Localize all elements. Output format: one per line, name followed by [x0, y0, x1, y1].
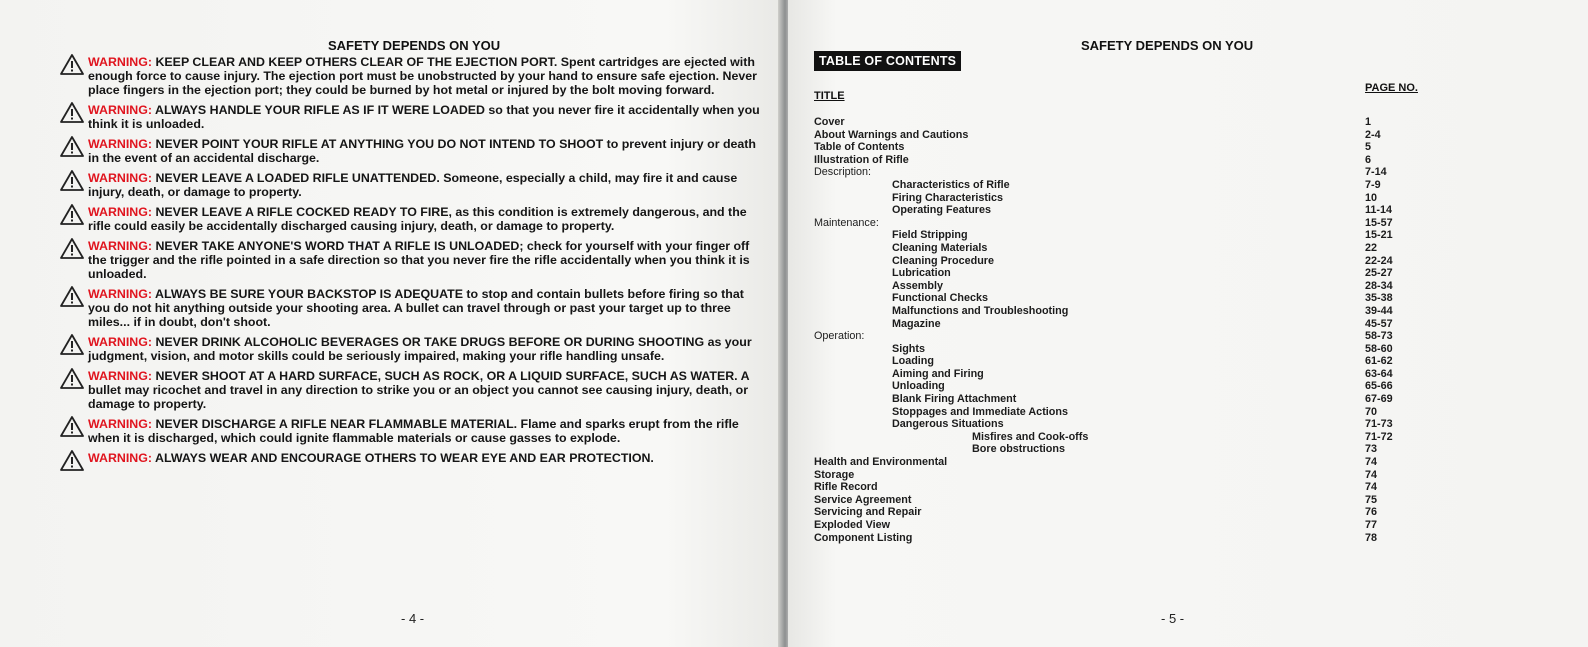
toc-entry-operating-features: [814, 204, 1454, 217]
toc-entry-page: 67-69: [1365, 393, 1393, 406]
toc-entry-page: 39-44: [1365, 304, 1393, 317]
warning-text: NEVER LEAVE A RIFLE COCKED READY TO FIRE, as this condition is extremely dangerous, and the rifle could easily be accidentally discharged causing injury, death, or damage to property.: [88, 205, 747, 233]
warning-text: NEVER SHOOT AT A HARD SURFACE, SUCH AS ROCK, OR A LIQUID SURFACE, SUCH AS WATER. A bullet may ricochet and travel in any direction to strike you or an object you cannot see causing injury, death, or damage to property.: [88, 369, 750, 411]
toc-entry-page: 28-34: [1365, 279, 1393, 292]
warning-item: [60, 103, 764, 131]
toc-entry-page: 6: [1365, 153, 1372, 166]
toc-entry-page: 15-57: [1365, 216, 1393, 229]
toc-entry-illustration: [814, 154, 1454, 167]
toc-entry-title: About Warnings and Cautions: [814, 128, 969, 141]
toc-entry-page: 11-14: [1365, 204, 1393, 217]
toc-entry-page: 7-9: [1365, 178, 1381, 191]
toc-entry-title: Firing Characteristics: [892, 191, 1004, 204]
toc-entry-title: Misfires and Cook-offs: [972, 430, 1089, 443]
warning-item: [60, 451, 764, 465]
warning-text: NEVER POINT YOUR RIFLE AT ANYTHING YOU DO NOT INTEND TO SHOOT to prevent injury or death in the event of an accidental discharge.: [88, 137, 757, 165]
warning-text: NEVER TAKE ANYONE'S WORD THAT A RIFLE IS UNLOADED; check for yourself with your finger off the trigger and the rifle pointed in a safe direction so that you never fire the rifle accidentally when you think it is unloaded.: [88, 239, 750, 281]
toc-entry-aiming-firing: [814, 368, 1454, 381]
toc-entry-title: Cleaning Procedure: [892, 254, 994, 267]
toc-entry-dangerous-situations: [814, 418, 1454, 431]
toc-entry-title: Bore obstructions: [972, 443, 1065, 456]
warning-item: [60, 417, 764, 445]
toc-entry-service-agreement: [814, 494, 1454, 507]
toc-entry-title: Cover: [814, 116, 845, 128]
toc-entry-page: 10: [1365, 191, 1378, 204]
toc-entry-page: 74: [1365, 456, 1378, 469]
toc-entry-title: Health and Environmental: [814, 456, 948, 469]
warning-text: ALWAYS HANDLE YOUR RIFLE AS IF IT WERE LOADED so that you never fire it accidentally when you think it is unloaded.: [88, 103, 760, 131]
warning-triangle-icon: [60, 54, 84, 75]
toc-entry-title: Blank Firing Attachment: [892, 393, 1017, 406]
warning-label: WARNING:: [88, 55, 153, 69]
toc-entry-title: Dangerous Situations: [892, 418, 1004, 431]
warning-triangle-icon: [60, 334, 84, 355]
toc-entry-page: 76: [1365, 506, 1378, 519]
toc-entry-field-stripping: [814, 229, 1454, 242]
warning-text: ALWAYS BE SURE YOUR BACKSTOP IS ADEQUATE to stop and contain bullets before firing so that you do not hit anything outside your shooting area. A bullet can travel through or past your target up to three miles... if in doubt, don't shoot.: [88, 287, 744, 329]
right-page: [788, 0, 1588, 647]
toc-entry-warnings: [814, 129, 1454, 142]
toc-entry-page: 73: [1365, 443, 1378, 456]
toc-entry-title: Sights: [892, 342, 925, 355]
page-header: SAFETY DEPENDS ON YOU: [1081, 38, 1254, 53]
toc-entry-page: 58-73: [1365, 330, 1393, 343]
toc-entry-title: Characteristics of Rifle: [892, 178, 1010, 191]
toc-entry-title: Maintenance:: [814, 216, 879, 229]
warning-item: [60, 205, 764, 233]
toc-entry-page: 15-21: [1365, 229, 1393, 242]
toc-entry-magazine: [814, 318, 1454, 331]
toc-entry-unloading: [814, 380, 1454, 393]
toc-entry-title: Rifle Record: [814, 481, 878, 494]
warning-item: [60, 55, 764, 97]
toc-entry-page: 63-64: [1365, 367, 1393, 380]
toc-entry-loading: [814, 355, 1454, 368]
warning-item: [60, 171, 764, 199]
warning-item: [60, 239, 764, 281]
toc-entry-page: 78: [1365, 531, 1378, 544]
warning-label: WARNING:: [88, 171, 153, 185]
warning-triangle-icon: [60, 416, 84, 437]
toc-entry-health: [814, 456, 1454, 469]
toc-entry-title: Loading: [892, 355, 934, 368]
toc-entry-title: Illustration of Rifle: [814, 153, 909, 166]
warning-triangle-icon: [60, 450, 84, 471]
toc-entry-malfunctions: [814, 305, 1454, 318]
warning-item: [60, 137, 764, 165]
toc-entry-blank-firing: [814, 393, 1454, 406]
warning-label: WARNING:: [88, 103, 153, 117]
toc-entry-page: 5: [1365, 141, 1372, 154]
toc-section-maintenance: [814, 217, 1454, 230]
toc-entry-page: 7-14: [1365, 166, 1387, 179]
toc-entry-title: Unloading: [892, 380, 945, 393]
warning-label: WARNING:: [88, 239, 153, 253]
warning-label: WARNING:: [88, 451, 153, 465]
page-header: SAFETY DEPENDS ON YOU: [328, 38, 501, 53]
toc-entry-page: 71-72: [1365, 430, 1393, 443]
page-number: - 5 -: [1161, 611, 1185, 626]
toc-list: [814, 116, 1454, 544]
toc-entry-title: Functional Checks: [892, 292, 988, 305]
toc-entry-title: Exploded View: [814, 519, 890, 531]
toc-entry-stoppages: [814, 406, 1454, 419]
left-page: [0, 0, 782, 647]
toc-entry-title: Operation:: [814, 330, 865, 343]
warning-text: NEVER DISCHARGE A RIFLE NEAR FLAMMABLE MATERIAL. Flame and sparks erupt from the rifle when it is discharged, which could ignite flammable materials or cause gasses to explode.: [88, 417, 739, 445]
toc-section-operation: [814, 330, 1454, 343]
page-number: - 4 -: [401, 611, 425, 626]
toc-section-description: [814, 166, 1454, 179]
toc-entry-component-listing: [814, 532, 1454, 545]
warning-label: WARNING:: [88, 287, 153, 301]
toc-entry-page: 70: [1365, 405, 1378, 418]
warning-item: [60, 369, 764, 411]
toc-entry-sights: [814, 343, 1454, 356]
warning-label: WARNING:: [88, 335, 153, 349]
toc-entry-page: 71-73: [1365, 418, 1393, 431]
warning-triangle-icon: [60, 102, 84, 123]
toc-entry-page: 35-38: [1365, 292, 1393, 305]
warning-label: WARNING:: [88, 137, 153, 151]
toc-entry-cleaning-materials: [814, 242, 1454, 255]
toc-entry-title: Servicing and Repair: [814, 506, 922, 519]
toc-entry-page: 45-57: [1365, 317, 1393, 330]
toc-entry-title: Assembly: [892, 279, 944, 292]
warning-text: NEVER DRINK ALCOHOLIC BEVERAGES OR TAKE DRUGS BEFORE OR DURING SHOOTING as your judgment, vision, and motor skills could be seriously impaired, making your rifle handling unsafe.: [88, 335, 752, 363]
toc-entry-title: Field Stripping: [892, 229, 968, 242]
toc-entry-page: 74: [1365, 481, 1378, 494]
toc-entry-bore-obstructions: [814, 443, 1454, 456]
warning-label: WARNING:: [88, 369, 153, 383]
toc-entry-cover: [814, 116, 1454, 129]
toc-entry-page: 74: [1365, 468, 1378, 481]
toc-entry-servicing: [814, 506, 1454, 519]
toc-entry-firing-characteristics: [814, 192, 1454, 205]
warning-triangle-icon: [60, 368, 84, 389]
toc-entry-title: Stoppages and Immediate Actions: [892, 405, 1068, 418]
toc-entry-title: Storage: [814, 468, 855, 481]
toc-entry-storage: [814, 469, 1454, 482]
toc-entry-lubrication: [814, 267, 1454, 280]
warning-label: WARNING:: [88, 205, 153, 219]
toc-entry-misfires: [814, 431, 1454, 444]
toc-entry-assembly: [814, 280, 1454, 293]
toc-entry-page: 22-24: [1365, 254, 1393, 267]
toc-entry-contents: [814, 141, 1454, 154]
warning-item: [60, 287, 764, 329]
warning-triangle-icon: [60, 170, 84, 191]
toc-entry-page: 75: [1365, 493, 1378, 506]
warning-label: WARNING:: [88, 417, 153, 431]
toc-entry-title: Table of Contents: [814, 141, 905, 154]
toc-entry-rifle-record: [814, 481, 1454, 494]
warning-triangle-icon: [60, 204, 84, 225]
toc-entry-page: 58-60: [1365, 342, 1393, 355]
toc-entry-title: Magazine: [892, 317, 941, 330]
warning-text: KEEP CLEAR AND KEEP OTHERS CLEAR OF THE EJECTION PORT. Spent cartridges are ejected with enough force to cause injury. The ejection port must be unobstructed by your hand to ensure safe ejection. Never place fingers in the ejection port; they could be burned by hot metal or injured by the bolt moving forward.: [88, 55, 757, 97]
toc-entry-title: Component Listing: [814, 531, 913, 544]
toc-entry-functional-checks: [814, 292, 1454, 305]
warning-text: NEVER LEAVE A LOADED RIFLE UNATTENDED. Someone, especially a child, may fire it and cause injury, death, or damage to property.: [88, 171, 738, 199]
toc-entry-title: Operating Features: [892, 204, 991, 217]
warning-triangle-icon: [60, 136, 84, 157]
toc-entry-exploded-view: [814, 519, 1454, 532]
warnings-list: [60, 55, 764, 471]
toc-entry-page: 1: [1365, 116, 1372, 128]
warning-text: ALWAYS WEAR AND ENCOURAGE OTHERS TO WEAR EYE AND EAR PROTECTION.: [155, 451, 654, 465]
warning-item: [60, 335, 764, 363]
toc-heading: TABLE OF CONTENTS: [814, 51, 961, 71]
toc-page-column-header: PAGE NO.: [1365, 82, 1418, 94]
toc-entry-page: 22: [1365, 241, 1378, 254]
toc-entry-title: Lubrication: [892, 267, 951, 280]
toc-entry-title: Description:: [814, 166, 872, 179]
toc-entry-title: Cleaning Materials: [892, 241, 988, 254]
toc-entry-page: 65-66: [1365, 380, 1393, 393]
toc-entry-page: 2-4: [1365, 128, 1381, 141]
toc-entry-characteristics: [814, 179, 1454, 192]
toc-entry-page: 25-27: [1365, 267, 1393, 280]
warning-triangle-icon: [60, 286, 84, 307]
toc-entry-page: 61-62: [1365, 355, 1393, 368]
toc-entry-page: 77: [1365, 519, 1378, 531]
warning-triangle-icon: [60, 238, 84, 259]
toc-entry-title: Aiming and Firing: [892, 367, 984, 380]
toc-entry-title: Service Agreement: [814, 493, 912, 506]
toc-title-column-header: TITLE: [814, 90, 845, 102]
toc-entry-title: Malfunctions and Troubleshooting: [892, 304, 1069, 317]
toc-entry-cleaning-procedure: [814, 255, 1454, 268]
